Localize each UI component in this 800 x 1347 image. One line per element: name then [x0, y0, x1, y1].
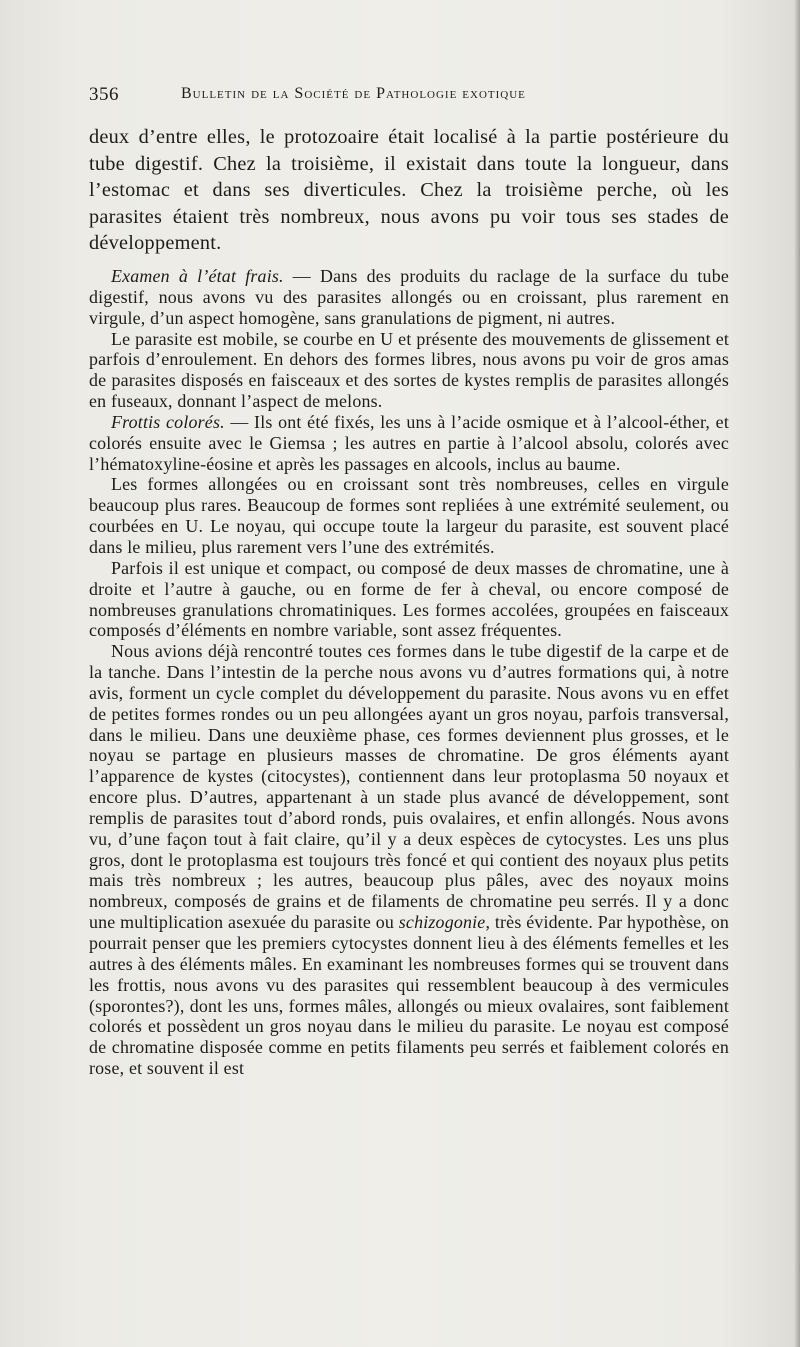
article-body	[89, 266, 729, 1079]
paragraph-text: , très évidente. Par hypothèse, on pourrait penser que les premiers cytocystes donnent lieu à des éléments femelles et les autres à des éléments mâles. En examinant les nombreuses formes qui se trouvent dans les frottis, nous avons vu des parasites qui ressemblent beaucoup à des vermicules (sporontes?), dont les uns, formes mâles, allongés ou mieux ovalaires, sont faiblement colorés et possèdent un gros noyau dans le milieu du parasite. Le noyau est composé de chromatine disposée comme en petits filaments peu serrés et faiblement colorés en rose, et souvent il est	[89, 912, 729, 1079]
page-header	[89, 84, 649, 110]
paragraph: deux d’entre elles, le protozoaire était localisé à la partie postérieure du tube digestif. Chez la troisième, il existait dans toute la longueur, dans l’estomac et dans ses diverticules. Chez la troisième perche, où les parasites étaient très nombreux, nous avons pu voir tous ses stades de développement.	[89, 126, 729, 255]
section-lead: Frottis colorés.	[111, 411, 225, 432]
paragraph-examen	[89, 266, 729, 329]
paragraph-text: — Ils ont été fixés, les uns à l’acide osmique et à l’alcool-éther, et colorés ensuite avec le Giemsa ; les autres en partie à l’alcool absolu, colorés avec l’hématoxyline-éosine et après les passages en alcools, inclus au baume.	[89, 411, 729, 474]
paragraph: Parfois il est unique et compact, ou composé de deux masses de chromatine, une à droite et l’autre à gauche, ou en forme de fer à cheval, ou encore composé de nombreuses granulations chromatiniques. Les formes accolées, groupées en faisceaux composés d’éléments en nombre variable, sont assez fréquentes.	[89, 557, 729, 641]
paragraph: Le parasite est mobile, se courbe en U et présente des mouvements de glissement et parfois d’enroulement. En dehors des formes libres, nous avons pu voir de gros amas de parasites disposés en faisceaux et des sortes de kystes remplis de parasites allongés en fuseaux, donnant l’aspect de melons.	[89, 328, 729, 412]
running-title: Bulletin de la Société de Pathologie exotique	[181, 85, 526, 102]
paragraph: Les formes allongées ou en croissant sont très nombreuses, celles en virgule beaucoup plus rares. Beaucoup de formes sont repliées à une extrémité seulement, ou courbées en U. Le noyau, qui occupe toute la largeur du parasite, est souvent placé dans le milieu, plus rarement vers l’une des extrémités.	[89, 474, 729, 557]
paragraph-frottis	[89, 412, 729, 475]
emphasis-term: schizogonie	[398, 912, 486, 933]
paragraph-cycle	[89, 641, 729, 1079]
opening-paragraph	[89, 124, 729, 257]
page-edge-shadow	[794, 0, 800, 1347]
page-number: 356	[89, 84, 119, 105]
paragraph-text: — Dans des produits du raclage de la surface du tube digestif, nous avons vu des parasites allongés ou en croissant, plus rarement en virgule, d’un aspect homogène, sans granulations de pigment, ni autres.	[89, 266, 729, 328]
section-lead: Examen à l’état frais.	[111, 266, 284, 286]
paragraph-text: Nous avions déjà rencontré toutes ces formes dans le tube digestif de la carpe et de la tanche. Dans l’intestin de la perche nous avons vu d’autres formations qui, à notre avis, forment un cycle complet du développement du parasite. Nous avons vu en effet de petites formes rondes ou un peu allongées ayant un gros noyau, parfois transversal, dans le milieu. Dans une deuxième phase, ces formes deviennent plus grosses, et le noyau se partage en plusieurs masses de chromatine. De gros éléments ayant l’apparence de kystes (citocystes), contiennent dans leur protoplasma 50 noyaux et encore plus. D’autres, appartenant à un stade plus avancé de développement, sont remplis de parasites tout d’abord ronds, puis ovalaires, et enfin allongés. Nous avons vu, d’une façon tout à fait claire, qu’il y a deux espèces de cytocystes. Les uns plus gros, dont le protoplasma est toujours très foncé et qui contient des noyaux plus petits mais très nombreux ; les autres, beaucoup plus pâles, avec des noyaux moins nombreux, composés de grains et de filaments de chromatine peu serrés. Il y a donc une multiplication asexuée du parasite ou	[89, 641, 729, 933]
